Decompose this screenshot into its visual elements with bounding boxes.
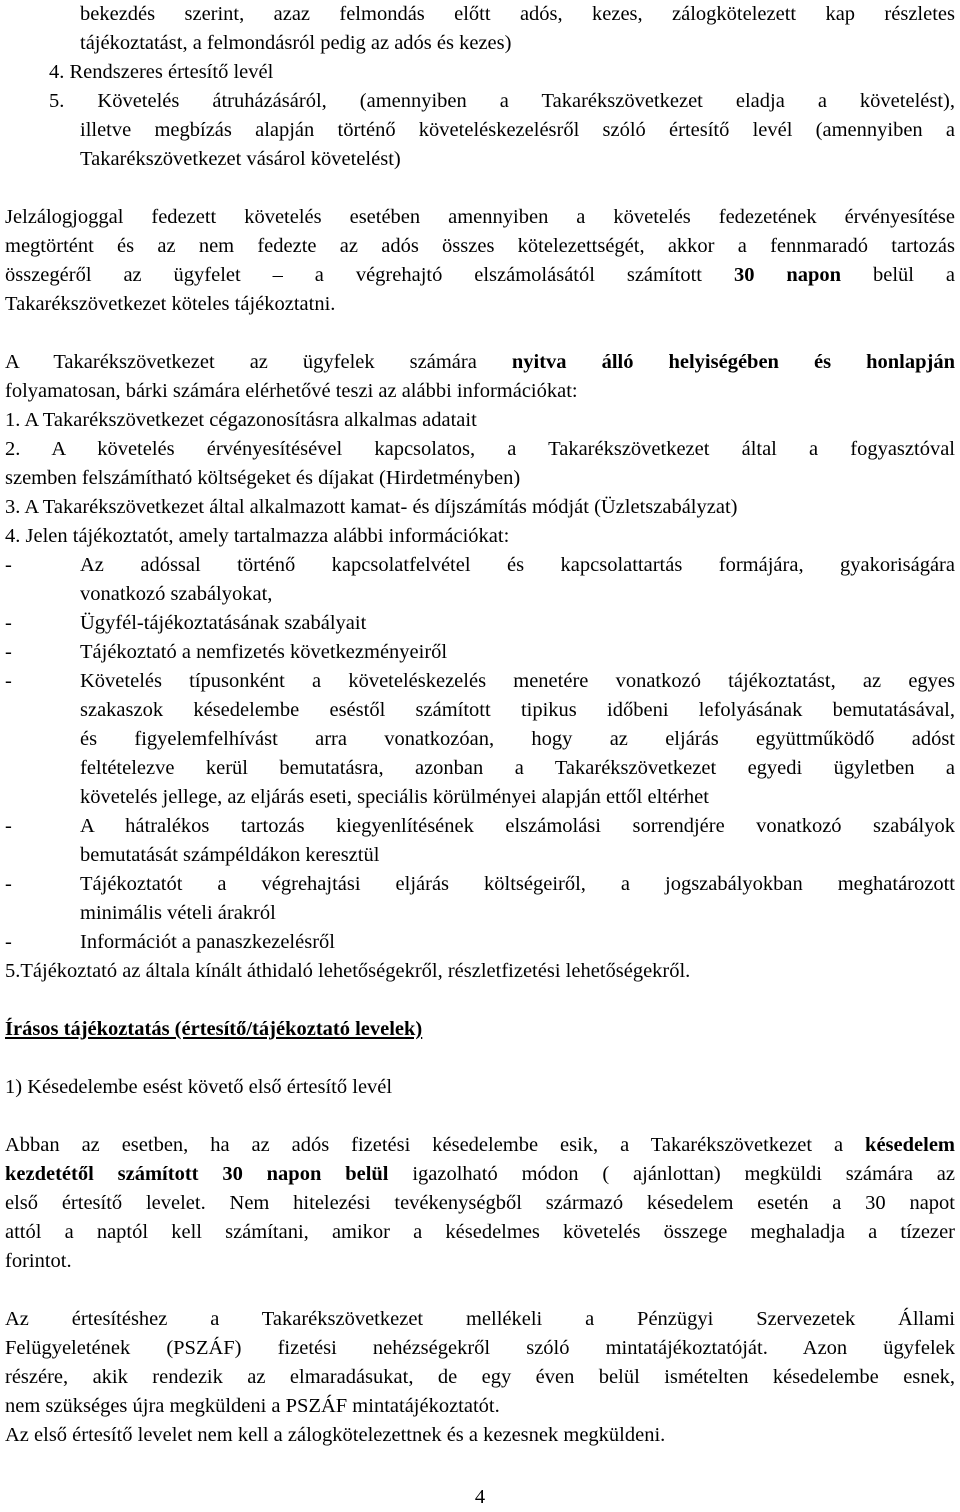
paragraph-line: Az első értesítő levelet nem kell a zálogkötelezettnek és a kezesnek megküldeni.: [5, 1424, 666, 1446]
paragraph-information-list: [5, 348, 955, 986]
info-item-4: 4. Jelen tájékoztatót, amely tartalmazza alábbi információkat:: [5, 525, 510, 547]
dash-item-line: Az adóssal történő kapcsolatfelvétel és kapcsolattartás formájára, gyakoriságára: [80, 554, 955, 576]
dash-list: [5, 551, 955, 957]
bold-text: késedelem: [865, 1134, 955, 1156]
paragraph-line: Takarékszövetkezet köteles tájékoztatni.: [5, 293, 336, 315]
list-item-5-line: illetve megbízás alapján történő követeléskezelésről szóló értesítő levél (amennyiben a: [80, 119, 955, 141]
info-item-2-line: szemben felszámítható költségeket és díjakat (Hirdetményben): [5, 467, 521, 489]
dash-bullet: -: [5, 931, 12, 953]
text-span: igazolható módon ( ajánlottan) megküldi számára az: [388, 1163, 955, 1185]
paragraph-line: [5, 261, 955, 290]
dash-bullet: -: [5, 815, 12, 837]
dash-item-line: Ügyfél-tájékoztatásának szabályait: [80, 612, 367, 634]
dash-item-text: [80, 870, 955, 928]
document-page: [5, 0, 955, 1450]
paragraph-line: attól a naptól kell számítani, amikor a késedelmes követelés összege meghaladja a tízezer: [5, 1221, 955, 1243]
dash-item-line: követelés jellege, az eljárás eseti, speciális körülményei alapján ettől eltérhet: [80, 786, 709, 808]
dash-item-line: minimális vételi árakról: [80, 902, 276, 924]
paragraph-line: Az értesítéshez a Takarékszövetkezet mellékeli a Pénzügyi Szervezetek Állami: [5, 1308, 955, 1330]
dash-bullet: -: [5, 554, 12, 576]
dash-list-item: [5, 609, 955, 638]
paragraph-mortgage: [5, 203, 955, 319]
dash-item-line: A hátralékos tartozás kiegyenlítésének elszámolási sorrendjére vonatkozó szabályok: [80, 815, 955, 837]
dash-list-item: [5, 812, 955, 870]
text-span: összegéről az ügyfelet – a végrehajtó elszámolásától számított: [5, 264, 734, 286]
info-item-5: 5.Tájékoztató az általa kínált áthidaló lehetőségekről, részletfizetési lehetőségekről.: [5, 960, 691, 982]
dash-item-line: bemutatását számpéldákon keresztül: [80, 844, 380, 866]
dash-item-text: [80, 812, 955, 870]
list-item-4: 4. Rendszeres értesítő levél: [49, 61, 274, 83]
dash-bullet: -: [5, 670, 12, 692]
text-span: Abban az esetben, ha az adós fizetési késedelembe esik, a Takarékszövetkezet a: [5, 1134, 866, 1156]
dash-bullet: -: [5, 641, 12, 663]
dash-list-item: [5, 928, 955, 957]
info-item-3: 3. A Takarékszövetkezet által alkalmazott kamat- és díjszámítás módját (Üzletszabályzat): [5, 496, 738, 518]
dash-list-item: [5, 667, 955, 812]
list-continuation-line: bekezdés szerint, azaz felmondás előtt adós, kezes, zálogkötelezett kap részletes: [80, 3, 955, 25]
paragraph-line: folyamatosan, bárki számára elérhetővé teszi az alábbi információkat:: [5, 380, 578, 402]
dash-item-line: vonatkozó szabályokat,: [80, 583, 273, 605]
bold-text: 30 napon: [733, 264, 842, 286]
dash-item-text: [80, 551, 955, 609]
page-number: 4: [474, 1486, 486, 1508]
dash-bullet: -: [5, 612, 12, 634]
info-item-1: 1. A Takarékszövetkezet cégazonosításra alkalmas adatait: [5, 409, 477, 431]
dash-item-line: és figyelemfelhívást arra vonatkozóan, hogy az eljárás együttműködő adóst: [80, 728, 955, 750]
list-item-5-line: 5. Követelés átruházásáról, (amennyiben a Takarékszövetkezet eladja a követelést),: [49, 90, 955, 112]
sub-heading: 1) Késedelembe esést követő első értesítő levél: [5, 1076, 393, 1098]
dash-item-text: [80, 667, 955, 812]
dash-item-text: [80, 928, 955, 957]
dash-item-text: [80, 609, 955, 638]
list-continuation-line: tájékoztatást, a felmondásról pedig az adós és kezes): [80, 32, 512, 54]
dash-list-item: [5, 638, 955, 667]
dash-bullet: -: [5, 873, 12, 895]
text-span: A Takarékszövetkezet az ügyfelek számára: [5, 351, 512, 373]
dash-item-line: Információt a panaszkezelésről: [80, 931, 335, 953]
paragraph-line: [5, 348, 955, 377]
list-item-5-line: Takarékszövetkezet vásárol követelést): [80, 148, 401, 170]
dash-item-line: szakaszok késedelembe eséstől számított tipikus időbeni lefolyásának bemutatásával,: [80, 699, 955, 721]
text-span: belül a: [841, 264, 955, 286]
top-list: [5, 0, 955, 174]
dash-item-line: Tájékoztató a nemfizetés következményeiről: [80, 641, 448, 663]
bold-text: kezdetétől számított 30 napon belül: [5, 1163, 389, 1185]
paragraph-first-notice: [5, 1131, 955, 1276]
paragraph-line: [5, 1160, 955, 1189]
dash-list-item: [5, 551, 955, 609]
section-heading: Írásos tájékoztatás (értesítő/tájékoztató levelek): [5, 1018, 423, 1040]
paragraph-line: megtörtént és az nem fedezte az adós összes kötelezettségét, akkor a fennmaradó tartozás: [5, 235, 955, 257]
dash-item-text: [80, 638, 955, 667]
paragraph-line: első értesítő levelet. Nem hitelezési tevékenységből származó késedelem esetén a 30 napot: [5, 1192, 955, 1214]
bold-text: nyitva álló helyiségében és honlapján: [511, 351, 955, 373]
dash-item-line: feltételezve kerül bemutatásra, azonban a Takarékszövetkezet egyedi ügyletben a: [80, 757, 955, 779]
paragraph-line: [5, 1131, 955, 1160]
paragraph-line: nem szükséges újra megküldeni a PSZÁF mintatájékoztatót.: [5, 1395, 500, 1417]
info-item-2-line: 2. A követelés érvényesítésével kapcsolatos, a Takarékszövetkezet által a fogyasztóval: [5, 438, 955, 460]
paragraph-attachment: [5, 1305, 955, 1450]
paragraph-line: Felügyeletének (PSZÁF) fizetési nehézségekről szóló mintatájékoztatóját. Azon ügyfelek: [5, 1337, 955, 1359]
paragraph-line: részére, akik rendezik az elmaradásukat, de egy éven belül ismételten késedelembe esnek,: [5, 1366, 955, 1388]
dash-item-line: Tájékoztatót a végrehajtási eljárás költségeiről, a jogszabályokban meghatározott: [80, 873, 955, 895]
paragraph-line: Jelzálogjoggal fedezett követelés esetében amennyiben a követelés fedezetének érvényesítése: [5, 206, 955, 228]
dash-item-line: Követelés típusonként a követeléskezelés menetére vonatkozó tájékoztatást, az egyes: [80, 670, 955, 692]
dash-list-item: [5, 870, 955, 928]
paragraph-line: forintot.: [5, 1250, 72, 1272]
